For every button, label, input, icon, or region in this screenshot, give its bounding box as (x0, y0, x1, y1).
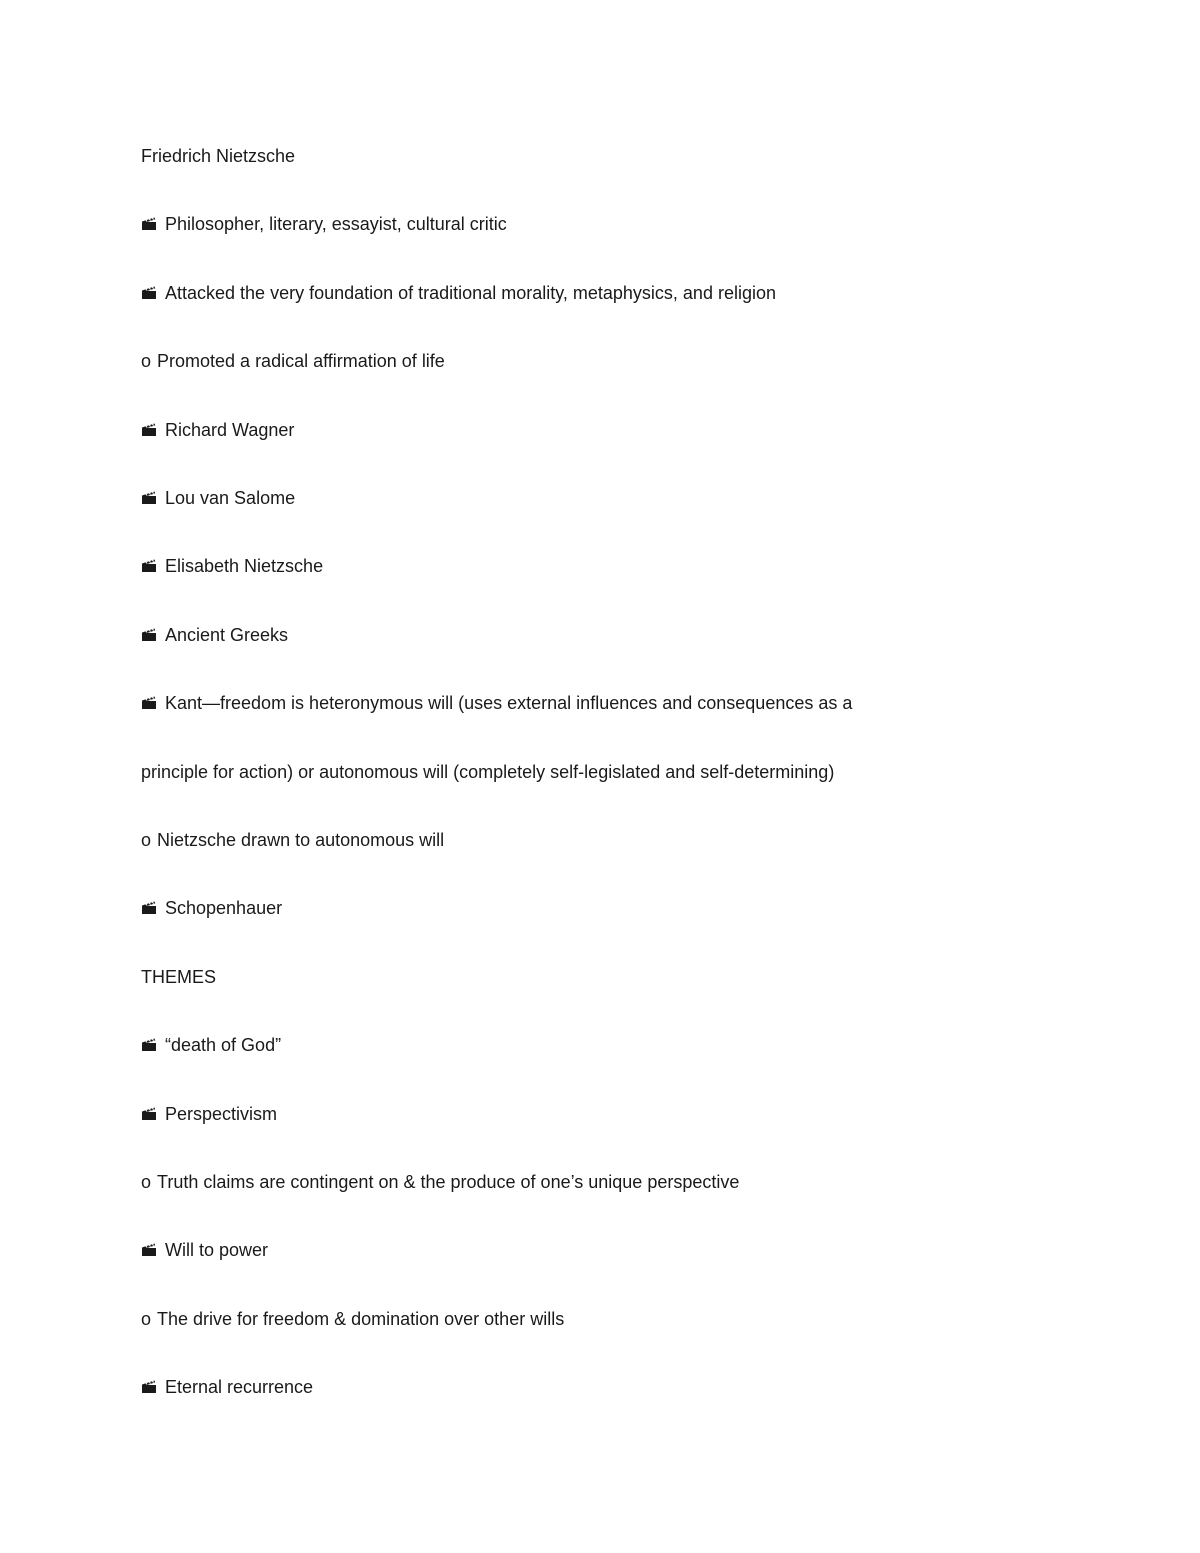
list-item (141, 620, 288, 650)
clapperboard-icon (141, 423, 157, 437)
line-text: Kant—freedom is heteronymous will (uses external influences and consequences as a (165, 693, 853, 714)
line-text: Lou van Salome (165, 488, 296, 508)
line-text: principle for action) or autonomous will (completely self-legislated and self-determining) (141, 761, 835, 782)
list-item (141, 893, 282, 923)
list-item (141, 1030, 281, 1060)
sub-list-item (141, 1167, 739, 1197)
clapperboard-icon (141, 628, 157, 642)
line-text: The drive for freedom & domination over other wills (157, 1308, 565, 1329)
line-text: Schopenhauer (165, 898, 283, 919)
line-text: Ancient Greeks (165, 624, 289, 645)
clapperboard-icon (141, 559, 157, 573)
sub-list-item (141, 346, 445, 376)
sub-list-item (141, 825, 444, 855)
list-item (141, 688, 852, 718)
list-item (141, 415, 294, 445)
document-title: Friedrich Nietzsche (141, 146, 296, 166)
line-text: Richard Wagner (165, 419, 295, 440)
clapperboard-icon (141, 286, 157, 300)
list-item (141, 483, 295, 513)
clapperboard-icon (141, 1380, 157, 1394)
line-text: THEMES (141, 966, 217, 987)
clapperboard-icon (141, 1107, 157, 1121)
sub-bullet-marker: o (141, 830, 152, 850)
line-text: Eternal recurrence (165, 1377, 314, 1398)
line-text: Perspectivism (165, 1103, 278, 1124)
sub-bullet-marker: o (141, 351, 152, 372)
line-text: Truth claims are contingent on & the produce of one’s unique perspective (157, 1172, 740, 1192)
list-item (141, 278, 776, 308)
clapperboard-icon (141, 217, 157, 231)
list-item (141, 209, 507, 239)
sub-list-item (141, 1304, 564, 1334)
list-item (141, 1372, 313, 1402)
continuation-line (141, 757, 834, 787)
line-text: Philosopher, literary, essayist, cultural critic (165, 214, 507, 235)
clapperboard-icon (141, 901, 157, 915)
sub-bullet-marker: o (141, 1308, 152, 1329)
list-item (141, 551, 323, 581)
line-text: “death of God” (165, 1035, 282, 1056)
line-text: Attacked the very foundation of traditional morality, metaphysics, and religion (165, 282, 776, 303)
clapperboard-icon (141, 696, 157, 710)
clapperboard-icon (141, 1038, 157, 1052)
section-heading-themes (141, 962, 216, 992)
list-item (141, 1235, 268, 1265)
clapperboard-icon (141, 1243, 157, 1257)
list-item (141, 1099, 277, 1129)
sub-bullet-marker: o (141, 1172, 152, 1192)
line-text: Nietzsche drawn to autonomous will (157, 830, 445, 850)
line-text: Elisabeth Nietzsche (165, 556, 324, 577)
line-text: Will to power (165, 1240, 269, 1261)
clapperboard-icon (141, 491, 157, 505)
line-text: Promoted a radical affirmation of life (157, 351, 445, 372)
